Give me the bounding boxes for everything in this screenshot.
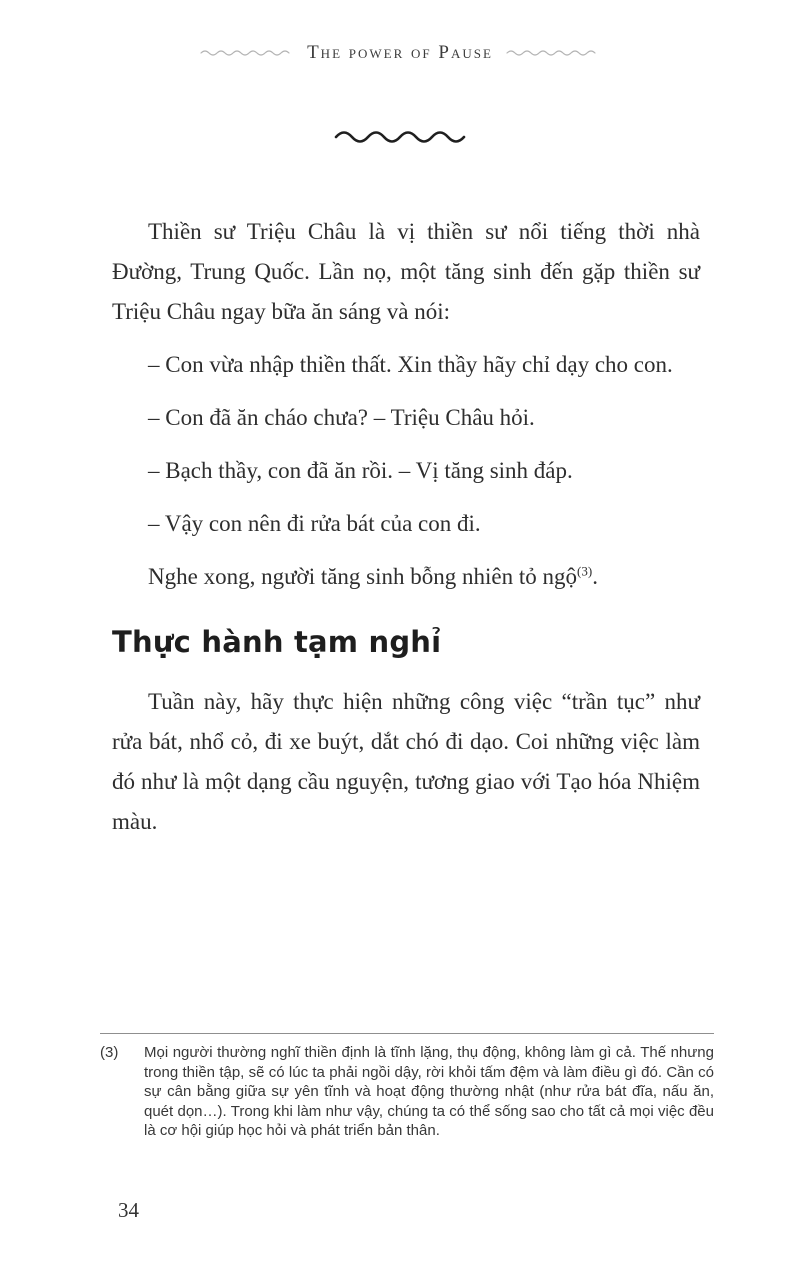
- dialogue-line: – Vậy con nên đi rửa bát của con đi.: [148, 511, 481, 536]
- running-header: [0, 42, 800, 64]
- page-number: 34: [118, 1198, 139, 1222]
- book-title: The power of Pause: [307, 42, 493, 63]
- footnote-text: Mọi người thường nghĩ thiền định là tĩnh lặng, thụ động, không làm gì cả. Thế nhưng trong thiền tập, sẽ có lúc ta phải ngồi dậy, rời khỏi tấm đệm và làm điều gì đó. Cần có sự cân bằng giữa sự yên tĩnh và hoạt động thường nhật (như rửa bát đĩa, nấu ăn, quét dọn…). Trong khi làm như vậy, chúng ta có thể sống sao cho tất cả mọi việc đều là cơ hội giúp học hỏi và phát triển bản thân.: [144, 1044, 714, 1139]
- wave-ornament-icon: [0, 128, 800, 146]
- dialogue-line: – Con đã ăn cháo chưa? – Triệu Châu hỏi.: [148, 405, 535, 430]
- footnote: [100, 1043, 714, 1141]
- footnote-marker: (3): [100, 1044, 119, 1061]
- practice-paragraph: Tuần này, hãy thực hiện những công việc “trần tục” như rửa bát, nhổ cỏ, đi xe buýt, dắt chó đi dạo. Coi những việc làm đó như là một dạng cầu nguyện, tương giao với Tạo hóa Nhiệm màu.: [112, 689, 700, 834]
- page-body: [112, 212, 700, 855]
- header-flourish-left-icon: [199, 47, 295, 59]
- footnote-divider: [100, 1033, 714, 1034]
- header-flourish-right-icon: [505, 47, 601, 59]
- page-footer: [100, 1033, 714, 1141]
- story-paragraph: Thiền sư Triệu Châu là vị thiền sư nổi tiếng thời nhà Đường, Trung Quốc. Lần nọ, một tăng sinh đến gặp thiền sư Triệu Châu ngay bữa ăn sáng và nói:: [112, 219, 700, 324]
- story-closing-line: [112, 557, 700, 597]
- footnote-reference: (3): [577, 563, 593, 579]
- closing-text: Nghe xong, người tăng sinh bỗng nhiên tỏ ngộ: [148, 564, 578, 589]
- closing-punctuation: .: [592, 564, 598, 589]
- dialogue-line: – Bạch thầy, con đã ăn rồi. – Vị tăng sinh đáp.: [148, 458, 573, 483]
- dialogue-line: – Con vừa nhập thiền thất. Xin thầy hãy chỉ dạy cho con.: [148, 352, 673, 377]
- section-heading: Thực hành tạm nghỉ: [112, 625, 442, 659]
